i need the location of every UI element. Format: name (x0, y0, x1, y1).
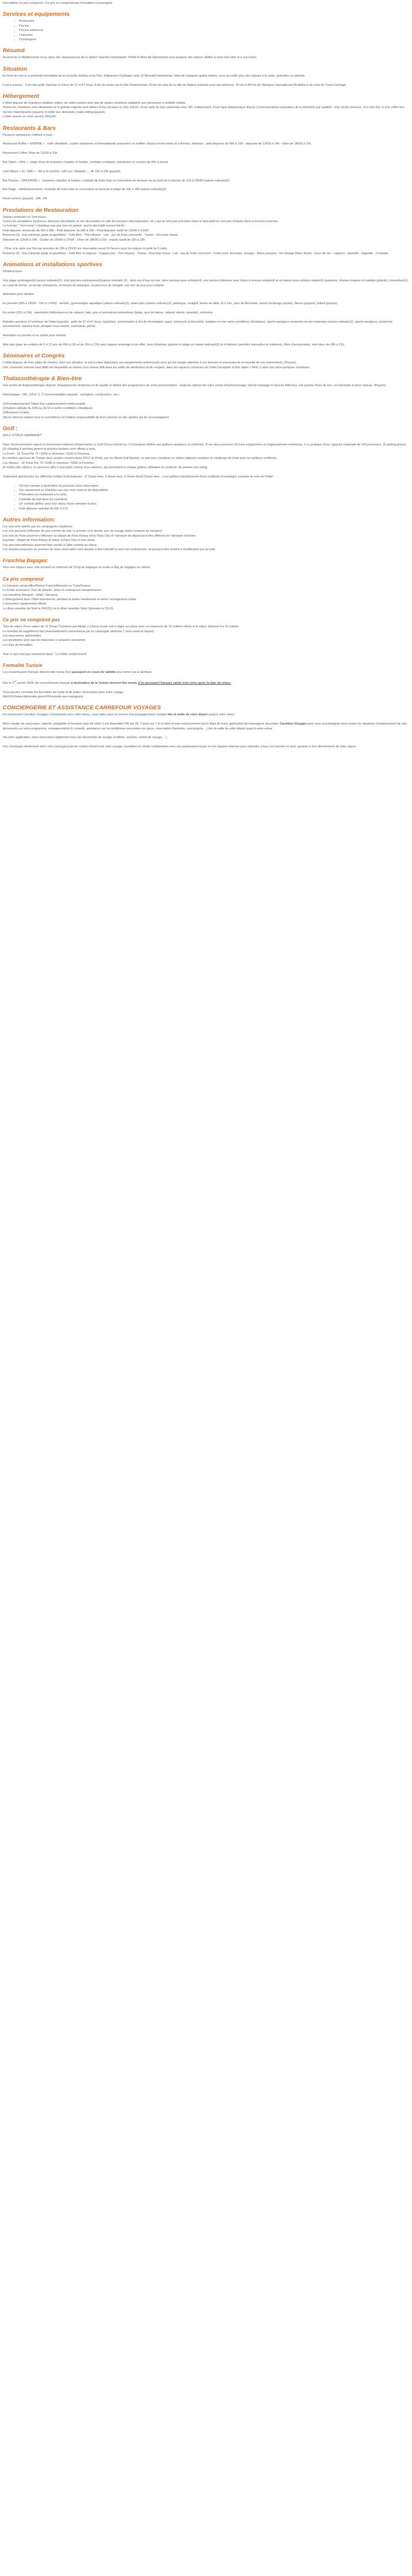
list-item: • Piscine extérieure (19, 28, 409, 33)
section-paragraph: Restaurant Coffee Shop de 12h30 à 15h. (3, 152, 58, 155)
section-paragraph: En front de mer et à proximité immédiate de la nouvelle médina et du Parc d'attraction Carthage Land, El Mouradi Hammamet, hôtel de catégorie quatre étoiles, vous accueille pour des séjours à la carte, animation ou détente. (3, 74, 306, 78)
list-item: • Piscine (19, 24, 409, 28)
section-paragraph: Traitement spécial pour les différents forfaits Golf proposés : (2 Green fees, 3 Green fees, 4 Green fees5 Green fees...) nos golfeurs bénéficieront d'une multitude d'avantages suivants au sein de l'hôtel : (3, 475, 274, 478)
section-heading-resume: Résumé (3, 47, 25, 54)
text-run: Notre équipe de concierges, experte, polyglotte et humaine (pas de robot !) est disponible 24h sur 24, 7 jours sur 7 et à votre écoute exclusivement par le biais de notre application de messagerie sécurisée, (3, 722, 280, 726)
text-run: Dès le 1 (3, 681, 14, 685)
section-heading-formalite-tunisie: Formalité Tunisie (3, 663, 42, 669)
section-paragraph: Son centre de thalassothérapie dispose d'équipements modernes et de qualité et délivre des programmes de soins personnalisés : vingt-six cabines de soins (soins d'hydromassage, hall de massage et douche filiforme), une piscine d'eau de mer, un hammam et deux saunas. (Payant). (3, 383, 386, 387)
formalite-passport-note (3, 670, 409, 675)
text-run: janvier 2025, les ressortissants français (16, 681, 71, 685)
text-strong: passeport en cours de validité (72, 671, 116, 675)
section-heading-prestations-de-restauration: Prestations de Restauration (3, 206, 79, 213)
list-item: • Télévision (19, 33, 409, 37)
section-paragraph: Mini-club (pour les enfants de 5 à 12 ans de 09h à 12h et de 15h à 17h) avec espace aménagé à cet effet. Jeux d'intérieur (piscine et plage en saison estivale)(2) et d'intérieur (activités manuelles et créatives), fêtes d'anniversaire, mini disco de 20h à 21h. (3, 343, 345, 347)
section-heading-autres-information: Autres information: (3, 516, 56, 523)
formalite-2025-note (3, 679, 409, 685)
text-strong: dès la veille de votre départ (167, 713, 208, 717)
formalite-link-note: Vous pouvez consulter les formalités de sortie et de police nécessaires pour votre voyage. httpXXXXwww.diplomatie.gouv.fr/fr/conseils-aux-voyageurs/ (3, 690, 124, 698)
list-item: • Un cocktail golfeur pour tout séjour d'une semaine et plus. (19, 502, 409, 506)
section-paragraph: - Dîner à la carte une fois par semaine de 19h à 21h30 sur réservation avant 24 heures pour les séjours à partir de 5 nuits. Boissons (3) : Eau minérale (plate et gazéifiée) - Café filtre et express - Cappuccino - Thé infusion - Tisane - Chocolat chaud - Lait - Jus de fruits concentré - Soda (cola, limonade, orange) - Bière pression - Vin (Rouge Blanc Rosé) - Eaux de Vie - Liqueurs - Apéritifs - Digestifs - Cocktails. (3, 247, 389, 255)
text-run: jusqu'à votre retour. (207, 713, 235, 717)
section-paragraph: En soirée (21h à 23h) : spectacles folkloriques et de cabaret, fakir, jeux et animations interactives (bingo, jeux de danse, cabaret clients, karaoké), orchestre. (3, 311, 214, 314)
conciergerie-documents: Via votre application, vous retrouverez également tous vos documents de voyage (e-billets, voucher, carnet de voyage, ...) (3, 736, 167, 740)
list-item: • Petit déjeuner anticipé de 06h à 07h. (19, 507, 409, 511)
text-strong: Carrefour Voyages (279, 722, 307, 726)
list-item: • Sur classement en chambre vue mer sous réserve de disponibilité. (19, 488, 409, 493)
section-paragraph: Une plage aménagée(4) (saison estivale)(2), trois piscines extérieures(4)(saison estivale) (2) , dont une d'eau de mer, deux piscines pour enfants(4), une piscine intérieure avec bains à remous intégré(4) et un bassin pour enfants séparé(4) (parasols, chaises longues et matelas gratuits), (serviettes)(1), un court de tennis, un terrain omnisports, un terrain de pétanque, un parcours de minigolf, une aire de jeux pour enfants. (3, 279, 409, 287)
section-paragraph: Il est à environ : 6 km des golfs Yasmine et Citrus de 27 et 47 trous, 8 km du centre de la ville d'Hammamet, 20 km de celui de la ville de Nabeul (réputée pour ses poteries), 30 km et 80 km de l'Aéroport International d'Enfidha et de celui de Tunis-Carthage. (3, 83, 347, 87)
text-run: En choisissant Carrefour Voyages Conciergerie pour votre séjour, vous optez pour un service d'accompagnement complet (3, 713, 168, 717)
list-item: • Conciergerie (19, 37, 409, 42)
text-run: pour vous accompagner dans toutes les situations (remplacement de vols, documents sur votre programme, renseignements & conseils, assistance sur les problèmes rencontrés sur place, réservation d'activités, conciergerie,...) dès la veille de votre départ jusqu'à votre retour. (3, 722, 408, 730)
text-run: Les ressortissants français doivent être munis d'un (3, 671, 72, 675)
section-paragraph: Café Maure « EL OND » : thé à la menthe, café turc, Narguilé...., de 15h à 23h (payant). (3, 169, 122, 173)
list-item: • Restaurant (19, 19, 409, 23)
section-paragraph: Le transport aérien Aller/Retour France/Monastir ou Tunis/France. Le forfait assistance, frais de dossier, taxes et redevances aéroportuaires. Les transferts Aéroport - Hôtel - Aéroport. L'hébergement dans l'hôtel sélectionné, pendant la durée mentionnée et selon l'arrangement choisi. L'assurance rapatriement offerte. Le dîner-réveillon de Noël le 24/12(1) et le dîner réveillon Saint Sylvestre le 31/12). (3, 584, 137, 610)
section-paragraph: Séjours proposés en Tout inclus. Toutes les prestations (boissons, boissons alcoolisées et non-alcoolisées et café de marques internationales, etc.) qui ne sont pas précisées dans le descriptif ne sont pas incluses dans la formule réservée. La formule " Tout inclus" n'implique pas que tout est gratuit, seul le descriptif suivant fait foi : Petit déjeuner américain de 06h à 08h - Petit déjeuner de 08h à 10h - Petit-déjeuner tardif de 10h00 à 11h30. Boissons (3) : Eau minérale (plate et gazéifiée) - Café filtre - Thé infusion - Lait - Jus de fruits concentré - Tisane - Chocolat chaud. Déjeuner de 12h30 à 14h - Goûter de 15h00 à 17h00 - Dîner de 18h30 à 21h - snacks tardif de 22h à 23h. (3, 215, 279, 242)
section-paragraph: Animation pour adultes (3, 293, 34, 297)
section-heading-golf: Golf : (3, 425, 18, 432)
section-paragraph: Informatique : 24h. /24 et 7j. /7 (consommables payants : seringues, compresses, etc.). (3, 393, 120, 396)
section-paragraph: Bar Plage : rafraîchissements, cocktails de fruits frais ou concentrés au bord de la plage de 10h à 18h (saison estivale)(2). (3, 188, 167, 192)
section-paragraph: GOLF CITRUS HAMMAMET (3, 434, 42, 438)
section-paragraph: L'hôtel dispose de trois salles de réunion, dont une plénière, et met à votre disposition ses équipements audiovisuels ainsi qu'une équipe attentive à vos besoins et soucieuse de la réussite de vos événements. (Payant). Une connexion Internet haut débit est disponible au travers d'un réseau Wifi dans les salles de séminaires et de congrès, dans les espaces communs de l'hôtel (réception et Bar Salon « IRIS ») ainsi que dans quelques chambres. (3, 361, 310, 369)
text-run: pour entrer sur le territoire. (115, 671, 153, 675)
section-paragraph: En journée (09h à 12h00 - 15h à 17h30) : aérobic, gymnastique aquatique (saison estivale)(2), water-polo (saison estivale)(2), pétanque, minigolf, tennis de table, tir à l'arc, jeux de fléchettes, tennis (éclairage payant), fitness (payant), billard (payant). (3, 302, 338, 306)
section-list (3, 19, 409, 42)
section-heading-services-et-equipements: Services et équipements (3, 11, 70, 18)
section-heading-situation: Situation (3, 65, 27, 72)
section-heading-restaurants-bars: Restaurants & Bars (3, 124, 56, 131)
list-item: • Priorisation au restaurant à la carte. (19, 493, 409, 497)
section-heading-conciergerie-et-assistance-carrefour-voyages: CONCIERGERIE ET ASSISTANCE CARREFOUR VOYAGES (3, 704, 161, 711)
section-heading-hebergement: Hébergement (3, 93, 40, 100)
section-paragraph: Dans l'environnement naturel et doucement vallonné d'Hammamet, le Golf Citrus s'étend sur 173 hectares dédiés aux golfeurs amateurs et confirmés. À ses deux parcours 18 trous engazonnés et soigneusement entretenus, il s'y pratique d'une capacité maximale de 120 personnes, (5 putting-greens, (5) chipping & pitching greens et practice bunkers sont offerts à vous. La Forêt - 18 Trous Par 72 / 6066 m Hommes / 5235 m Femmes En meilleur parcours de Tunisie deux années consécutives (2017 et 2018), par les World Golf Awards, ce parcours complexe en milieu vallonné constitue un challenge de choix pour les golfeurs confirmés. Les Oliviers - 18 Trous Par 72 / 6106 m Hommes / 5290 m Femmes À l'ombre des oliviers, ce parcours offre à tous plats comme tous volumes, qui permettent à chaque golfeur, débutant ou confirmé, de parfaire son swing. (3, 443, 407, 469)
conciergerie-intro (3, 713, 409, 717)
section-paragraph: Taxe de séjour d'une valeur de 12 Dinars Tunisiens par Adulte (+12ans) et par nuit à régler sur place avec un maximum de 10 nuitées même si le séjour dépasse les 10 nuitées Le montant du supplément fuel (éventuellement communiqué par la compagnie aérienne 1 mois avant le départ). Les assurances optionnelles. Les pourboires ainsi que les dépenses à caractère personnel. Les frais de formalités. (3, 625, 239, 647)
section-heading-franchise-bagages: Franchise Bagages: (3, 558, 48, 564)
page-description: Description Ce prix comprend / Ce prix ne comprend pas Formalités Conciergerie (3, 2, 113, 5)
sections-container (3, 11, 409, 749)
section-paragraph: Tout ce qui n'est pas mentionné dans " Le forfait comprennent". (3, 652, 88, 656)
section-heading-ce-prix-comprend: Ce prix comprend (3, 576, 43, 582)
section-paragraph: Animation en journée et en soirée pour enfants (3, 333, 66, 337)
page-content (0, 1, 412, 760)
text-strong-underlined: d'un passeport français valide trois mois après la date de retour. (138, 681, 232, 685)
section-paragraph: Tous nos Séjours avec vols incluent un minimum de 23 kg de bagages en soute et 8kg de bagages en cabine. (3, 566, 151, 570)
section-list (3, 484, 409, 511)
list-item: • Service navette à destination du parcours sous réservation. (19, 484, 409, 488)
section-paragraph: Au bord de la Méditerranée et au cœur des réjouissances de la station Yasmine Hammamet, l'hôtel El Mouradi Hammamet vous propose des séjours dédiés à votre bien-être et à vos loisirs. (3, 56, 258, 60)
section-paragraph: Les vols sont opérés par les compagnies régulières. Les vols peuvent s'effectuer de jour comme de nuit, le premier et le dernier jour du voyage étant consacré au transport. Les vols de Paris pourront s'effectuer au départ de Paris Roissy et/ou Paris Orly et l'aéroport de départ peut être différent de l'aéroport d'arrivée. Exemple : départ de Paris Roissy et retour à Paris Orly et vice-versa. Les vols internationaux pourront faire escale à l'aller comme au retour. Les horaires proposés au moment de votre réservation sont donnés à titre indicatif et sont non contractuels. Ils peuvent être soumis à modification par la suite. (3, 525, 216, 552)
text-strong: à destination de la Tunisie devront être munis (71, 681, 138, 685)
section-heading-ce-prix-ne-comprend-pas: Ce prix ne comprend pas (3, 617, 60, 623)
section-paragraph: Bar Salon « IRIS » : large choix de boissons chaudes et froides, cocktails exotiques, spectacles en soirées de 09h à minuit. (3, 161, 169, 165)
section-paragraph: Room service (payant) : 24h. /24. (3, 197, 48, 201)
conciergerie-team (3, 722, 409, 731)
section-heading-seminaires-et-congres: Séminaires et Congrès (3, 352, 65, 360)
section-paragraph: Bar Piscine « ORCHIDÉE » : boissons chaudes et froides, cocktails de fruits frais ou concentrés en terrasse ou au bord de la piscine de 10h à 23h30 (saison estivale)(2). (3, 179, 230, 182)
section-heading-thalassotherapie-bien-etre: Thalassothérapie & Bien-être (3, 375, 82, 382)
section-paragraph: Plusieurs ambiances s'offrent à vous : (3, 133, 54, 137)
section-paragraph: Activités sportives à l'extérieur de l'hôtel (payant) : golfs de 27 et 47 trous, équitation, promenades à dos de dromadaire, quad, motocycle et bicyclette, balades en mer selon conditions climatiques, sports nautiques motorisés et non-motorisés (saison estivale)(2), sports nautiques, parachute ascensionnel, banana-boat, plongée sous-marine, catamaran, pêche. (3, 320, 393, 329)
list-item: • Corbeille de fruit dans les chambres. (19, 497, 409, 502)
section-paragraph: L'hôtel dispose de chambres doubles, triples, de suites juniors ainsi que de quatre chambres adaptées aux personnes à mobilité réduite. Toutes les chambres sont climatisées et la grande majorité sont dotées d'une terrasse ou d'un balcon, d'une salle de bain spacieuse avec WC indépendant, d'une ligne téléphonique directe (communications payantes), de la télévision par satellite , d'un sèche-cheveux, d'un mini-bar et d'un coffre-fort. Service blanchisserie (payant), lit bébé (sur demande), baby-sitting (payant). L'hôtel assure un room service 24h/24h. (3, 102, 405, 119)
section-paragraph: (1)Prestation/savant l'objet d'un cautionnement remboursable (2)Saison estivale du 1/05 au 31/10 et selon conditions climatiques (3)Boissons locales (4)Les mineurs restent sous la surveillance et l'entière responsabilité de leurs parents ou des adultes qui les accompagnent. (3, 402, 170, 419)
text-sup: er (14, 679, 16, 683)
section-paragraph: Restaurant Buffet « NISRINE » : salle climatisée, cuisine tunisienne et internationale proposées en buffets chaud et froid variés et à thèmes. Horaires : petit déjeuner de 06h à 10h - déjeuner de 12h30 à 14h - dîner de 18h30 à 21h. (3, 142, 312, 146)
conciergerie-contact: Vos concierges deviennent alors votre principal point de contact durant tout votre voyage, travaillant en étroite collaboration avec nos partenaires locaux et nos équipes internes pour répondre à tous vos besoins et ainsi, garantir le bon déroulement de votre séjour. (3, 745, 357, 749)
section-heading-animations-et-installations-sportives: Animations et installations sportives (3, 261, 103, 268)
section-paragraph: Infrastructures (3, 270, 22, 274)
